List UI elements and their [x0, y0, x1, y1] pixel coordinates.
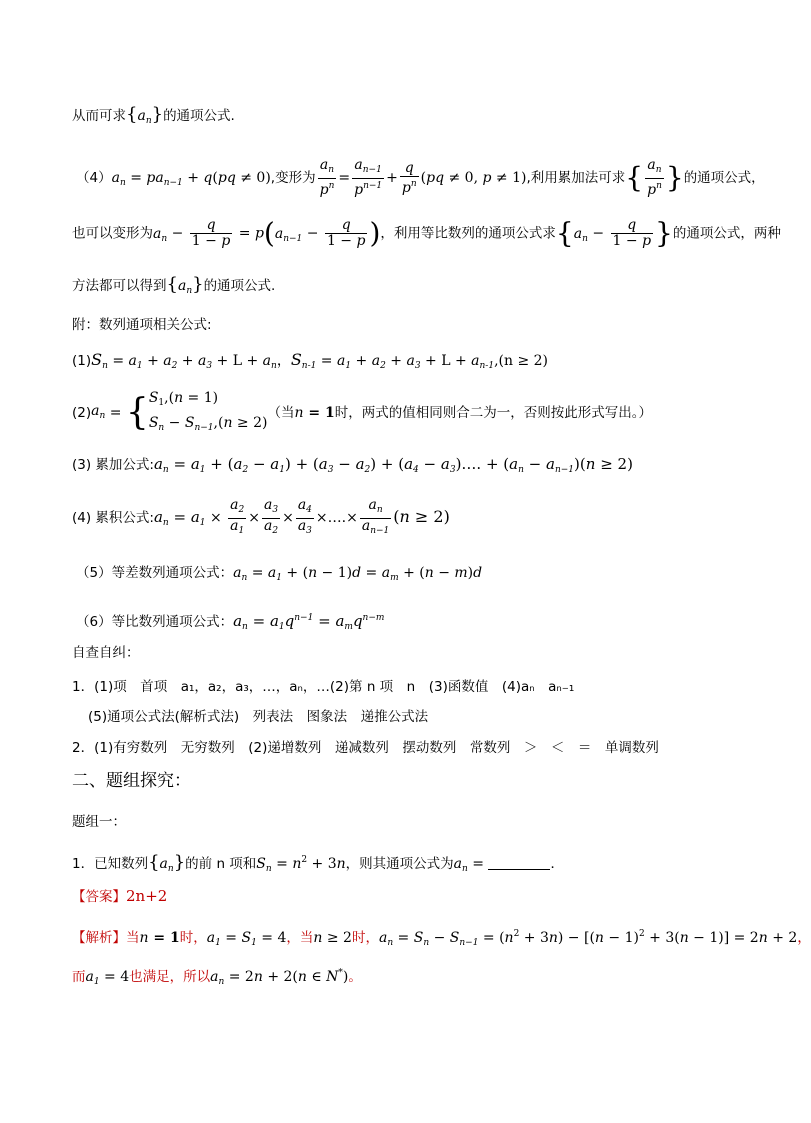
text: 而 [72, 969, 86, 985]
appendix-heading: 附：数列通项相关公式: [72, 317, 212, 333]
text: 的通项公式，两种 [672, 225, 781, 242]
text: 的通项公式. [163, 108, 235, 124]
text: ． [550, 856, 564, 872]
note-text: 时，两式的值相同则合二为一，否则按此形式写出。） [334, 405, 652, 421]
text: ,变形为 [270, 170, 316, 186]
formula-label: (2) [72, 405, 92, 421]
text: 。 [348, 969, 362, 985]
text-line-1: 从而可求$\{a_n\}$的通项公式. [72, 104, 235, 126]
text-line-4: 方法都可以得到$\{a_n\}$的通项公式. [72, 274, 276, 296]
note-text: （当 [267, 405, 295, 421]
text: 当 [126, 930, 140, 946]
text: ，当 [286, 930, 314, 946]
text: ,利用累加法可求 [526, 170, 626, 186]
formula-1: $(1)S_n = a_1 + a_2 + a_3 + L + a_n$，$S_{n-1} = a_1 + a_2 + a_3 + L + a_{n-1},(n \ge 2)$ [72, 350, 548, 371]
formula-label: (3) 累加公式: [72, 457, 154, 473]
formula-label: (4) 累积公式: [72, 510, 154, 526]
question-1: 1．已知数列$\{a_n\}$的前 n 项和$S_n = n^2 + 3n$，则其通项公式为$a_n$ = ． [72, 852, 564, 874]
answer-blank[interactable] [488, 857, 550, 870]
analysis-label: 【解析】 [72, 930, 126, 946]
formula-4: (4) 累积公式$:a_n = a_1$ × $\frac{a_2}{a_1}$ × $\frac{a_3}{a_2}$ × $\frac{a_4}{a_3}$ ×….× $\frac{a_n}{a_{n-1}}$ (n ≥ 2) [72, 497, 450, 536]
text: 的通项公式， [683, 170, 765, 186]
answer-label: 【答案】 [72, 889, 126, 905]
analysis-line-1: 【解析】当n = 1时，$a_1 = S_1 = 4$，当n ≥ 2时，$a_n = S_n - S_{n-1} = (n^2 + 3n) - [(n - 1)^2 + 3(n - 1)] = 2n + 2$， [72, 929, 811, 948]
text: 时， [351, 930, 379, 946]
self-check-line-3: 2．(1)有穷数列 无穷数列 (2)递增数列 递减数列 摆动数列 常数列 ＞ ＜ ＝ 单调数列 [72, 740, 659, 756]
formula-6: （6）等比数列通项公式：$a_n = a_1q^{n-1} = a_mq^{n-m}$ [76, 612, 385, 632]
formula-label: （6）等比数列通项公式： [76, 614, 234, 630]
section-title: 二、题组探究： [72, 771, 191, 791]
text: 从而可求 [72, 108, 126, 124]
text: ，利用等比数列的通项公式求 [380, 225, 556, 242]
text: 1．已知数列 [72, 856, 149, 872]
group-title: 题组一： [72, 814, 126, 830]
analysis-line-2: 而$a_1 = 4$也满足，所以$a_n = 2n + 2(n$ ∈ N*)。 [72, 968, 362, 987]
formula-3: (3) 累加公式$:a_n = a_1 + (a_2 - a_1) + (a_3 - a_2) + (a_4$ − $a_3)\dots$. + $(a_n - a_{n-1})(n \ge 2)$ [72, 455, 633, 475]
text: 的通项公式. [203, 278, 276, 294]
formula-2: $(2)a_n$ = { $S_1,(n = 1)$ $S_n - S_{n-1},(n \ge 2)$ （当n = 1时，两式的值相同则合二为一，否则按此形式写出。） [72, 390, 652, 433]
text-line-2: $(4)a_n = pa_{n-1} + q(pq \ne 0)$,变形为 $\frac{a_n}{p^n}$ = $\frac{a_{n-1}}{p^{n-1}}$ + $\frac{q}{p^n}$ (pq ≠ 0, p ≠ 1),利用累加法可求{ $\frac{a_n}{p^n}$ }的通项公式， [76, 157, 765, 198]
text: ，则其通项公式为 [345, 856, 454, 872]
self-check-title: 自查自纠： [72, 645, 140, 661]
text-line-3: 也可以变形为$a_n$ − $\frac{q}{1 - p}$ = $p(a_{n-1}$ − $\frac{q}{1 - p}$ )，利用等比数列的通项公式求{$a_n$ − $\frac{q}{1 - p}$ }的通项公式，两种 [72, 216, 781, 250]
answer-value: 2n+2 [126, 887, 168, 905]
formula-label: (1) [72, 353, 92, 369]
text: 也满足，所以 [129, 969, 211, 985]
text: 的前 n 项和 [185, 856, 257, 872]
text: 时， [179, 930, 207, 946]
formula-label: （5）等差数列通项公式： [76, 565, 234, 581]
answer-line [72, 886, 167, 907]
self-check-line-1: 1．(1)项 首项 a₁，a₂，a₃，…，aₙ，…(2)第 n 项 n (3)函数值 (4)aₙ aₙ₋₁ [72, 679, 575, 695]
formula-5: （5）等差数列通项公式：$a_n = a_1 + (n - 1)d = a_m + (n - m)d$ [76, 565, 483, 583]
text: 也可以变形为 [72, 225, 153, 242]
item-number: （4） [76, 170, 112, 186]
text: 方法都可以得到 [72, 278, 167, 294]
self-check-line-2: (5)通项公式法(解析式法) 列表法 图象法 递推公式法 [88, 709, 429, 725]
